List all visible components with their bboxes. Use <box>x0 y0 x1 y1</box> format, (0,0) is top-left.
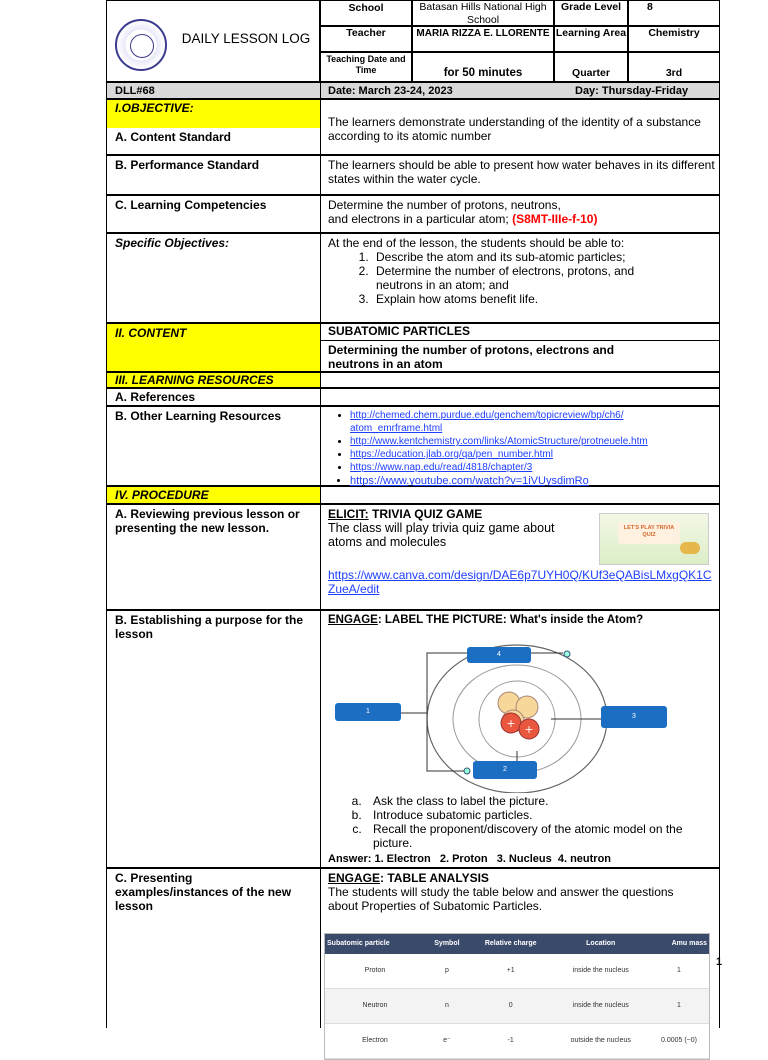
resource-link-text[interactable]: https://www.nap.edu/read/4818/chapter/3 <box>350 462 533 473</box>
header-grid <box>106 0 720 82</box>
table-cell: e⁻ <box>425 1024 469 1059</box>
label-box-1[interactable]: 1 <box>335 703 401 721</box>
table-cell: p <box>425 954 469 989</box>
specific-item: 1. Describe the atom and its sub-atomic particles; <box>372 250 719 264</box>
content-standard-text: The learners demonstrate understanding of the identity of a substance according to its atomic number <box>328 115 701 143</box>
lesson-date: Date: March 23-24, 2023 <box>328 85 453 97</box>
gamepad-icon <box>680 542 700 554</box>
subatomic-table-image <box>324 933 710 1060</box>
table-cell: Neutron <box>325 989 425 1024</box>
procedure-c-title-key: ENGAGE <box>328 871 381 885</box>
table-cell: Electron <box>325 1024 425 1059</box>
area-value: Chemistry <box>628 26 720 52</box>
specific-label: Specific Objectives: <box>107 234 321 322</box>
area-label: Learning Area <box>554 26 628 52</box>
canva-link[interactable]: https://www.canva.com/design/DAE6p7UYH0Q/KUf3eQABisLMxgQK1CZueA/edit <box>328 568 712 596</box>
procedure-a-text: The class will play trivia quiz game about atoms and molecules <box>328 521 555 549</box>
trivia-quiz-image <box>599 513 709 565</box>
performance-label: B. Performance Standard <box>107 156 321 194</box>
performance-row <box>106 155 720 195</box>
date-time-value: for 50 minutes <box>412 52 554 82</box>
electron-dot <box>564 651 570 657</box>
content-subtitle: Determining the number of protons, electrons and neutrons in an atom <box>328 343 615 371</box>
teacher-label: Teacher <box>320 26 412 52</box>
procedure-c-cell <box>321 869 719 1044</box>
procedure-a-title-key: ELICIT: <box>328 507 369 521</box>
procedure-b-answer: Answer: 1. Electron 2. Proton 3. Nucleus 4. neutron <box>328 853 612 865</box>
links-cell <box>321 407 719 485</box>
task-item: a. Ask the class to label the picture. <box>365 794 725 808</box>
performance-text: The learners should be able to present how water behaves in its different states within the water cycle. <box>328 158 715 186</box>
electron-dot <box>464 768 470 774</box>
label-box-4[interactable]: 4 <box>467 647 531 663</box>
table-cell: +1 <box>469 954 553 989</box>
objective-left <box>107 100 321 154</box>
resource-link[interactable] <box>350 448 719 461</box>
procedure-b-title <box>328 613 719 627</box>
competencies-code: (S8MT-IIIe-f-10) <box>512 212 598 226</box>
resource-link[interactable] <box>350 435 719 448</box>
resource-link[interactable] <box>350 409 670 435</box>
table-cell: inside the nucleus <box>553 954 649 989</box>
objective-heading: I.OBJECTIVE: <box>107 100 320 128</box>
links-list <box>328 409 719 488</box>
resource-link-text[interactable]: https://education.jlab.org/qa/pen_number.html <box>350 449 553 460</box>
deped-seal-icon <box>115 19 167 71</box>
label-box-3[interactable]: 3 <box>601 706 667 728</box>
subatomic-table <box>325 934 709 1059</box>
table-cell: outside the nucleus <box>553 1024 649 1059</box>
table-header-row <box>325 934 709 954</box>
meta-row <box>106 82 720 99</box>
other-resources-label: B. Other Learning Resources <box>107 407 321 485</box>
procedure-c-text: The students will study the table below and answer the questions about Properties of Subatomic Particles. <box>328 885 674 913</box>
table-cell: 0.0005 (~0) <box>649 1024 709 1059</box>
procedure-a-cell <box>321 505 719 609</box>
specific-intro: At the end of the lesson, the students should be able to: <box>328 236 625 250</box>
references-label: A. References <box>107 389 321 405</box>
table-cell: inside the nucleus <box>553 989 649 1024</box>
plus-sign: + <box>506 717 516 730</box>
content-standard-label: A. Content Standard <box>115 130 231 144</box>
procedure-a-label: A. Reviewing previous lesson or presenting the new lesson. <box>107 505 321 609</box>
references-row <box>106 388 720 406</box>
table-row <box>325 1024 709 1059</box>
content-row <box>106 323 720 372</box>
procedure-b-row <box>106 610 720 868</box>
table-header: Subatomic particle <box>325 934 425 954</box>
specific-item: 2. Determine the number of electrons, protons, and neutrons in an atom; and <box>372 264 666 292</box>
table-cell: 0 <box>469 989 553 1024</box>
competencies-line-2 <box>328 212 719 226</box>
other-resources-row <box>106 406 720 486</box>
content-title: SUBATOMIC PARTICLES <box>321 324 719 341</box>
table-header: Symbol <box>425 934 469 954</box>
resource-link[interactable] <box>350 461 719 474</box>
procedure-c-title <box>328 871 719 885</box>
procedure-b-title-key: ENGAGE <box>328 614 378 626</box>
table-cell: 1 <box>649 954 709 989</box>
content-heading: II. CONTENT <box>107 324 321 371</box>
grade-value: 8 <box>628 0 720 26</box>
resources-heading-row <box>106 372 720 388</box>
procedure-a-row <box>106 504 720 610</box>
competencies-line-2-text: and electrons in a particular atom; <box>328 212 509 226</box>
table-row <box>325 989 709 1024</box>
table-header: Relative charge <box>469 934 553 954</box>
logo-cell <box>106 0 320 82</box>
resource-link-text[interactable]: https://www.youtube.com/watch?v=1iVUysdimRo <box>350 475 589 487</box>
objective-row <box>106 99 720 155</box>
procedure-heading-row <box>106 486 720 504</box>
specific-objectives-row <box>106 233 720 323</box>
resources-heading: III. LEARNING RESOURCES <box>107 373 321 387</box>
school-value: Batasan Hills National High School <box>412 0 554 26</box>
procedure-b-title-rest: : LABEL THE PICTURE: What's inside the Atom? <box>377 614 644 626</box>
meta-right <box>321 83 719 98</box>
procedure-b-cell <box>321 611 719 867</box>
task-item: c. Recall the proponent/discovery of the atomic model on the picture. <box>365 822 725 850</box>
table-header: Location <box>553 934 649 954</box>
quarter-label: Quarter <box>554 52 628 82</box>
school-label: School <box>320 0 412 26</box>
competencies-line-1: Determine the number of protons, neutrons, <box>328 198 561 212</box>
task-item: b. Introduce subatomic particles. <box>365 808 725 822</box>
procedure-heading: IV. PROCEDURE <box>107 487 321 503</box>
table-cell: Proton <box>325 954 425 989</box>
procedure-a-title-rest: TRIVIA QUIZ GAME <box>368 507 483 521</box>
procedure-c-row <box>106 868 723 1044</box>
document-title: DAILY LESSON LOG <box>181 31 311 46</box>
leader-line-2 <box>427 713 467 771</box>
date-time-label: Teaching Date and Time <box>320 52 412 82</box>
quarter-value: 3rd <box>628 52 720 82</box>
competencies-row <box>106 195 720 233</box>
specific-item: 3. Explain how atoms benefit life. <box>372 292 719 306</box>
table-header: Amu mass <box>649 934 709 954</box>
content-cell <box>321 324 719 371</box>
procedure-c-label: C. Presenting examples/instances of the new lesson <box>107 869 321 1028</box>
table-row <box>325 954 709 989</box>
plus-sign: + <box>524 723 534 736</box>
table-cell: n <box>425 989 469 1024</box>
table-cell: -1 <box>469 1024 553 1059</box>
procedure-b-label: B. Establishing a purpose for the lesson <box>107 611 321 867</box>
specific-cell <box>321 234 719 322</box>
resource-link-text[interactable]: http://www.kentchemistry.com/links/AtomicStructure/protneuele.htm <box>350 436 648 447</box>
grade-label: Grade Level <box>554 0 628 26</box>
page-number: 1 <box>716 956 723 968</box>
specific-list <box>328 250 719 306</box>
competencies-label: C. Learning Competencies <box>107 196 321 232</box>
teacher-value: MARIA RIZZA E. LLORENTE <box>412 26 554 52</box>
resource-link-text[interactable]: http://chemed.chem.purdue.edu/genchem/topicreview/bp/ch6/ atom_emrframe.html <box>350 410 624 434</box>
table-cell: 1 <box>649 989 709 1024</box>
lesson-day: Day: Thursday-Friday <box>575 85 689 97</box>
procedure-b-tasks <box>351 794 725 850</box>
competencies-cell <box>321 196 719 232</box>
label-box-2[interactable]: 2 <box>473 761 537 779</box>
trivia-quiz-banner: LET'S PLAY TRIVIA QUIZ <box>618 522 680 544</box>
dll-number: DLL#68 <box>107 83 321 98</box>
procedure-c-title-rest: : TABLE ANALYSIS <box>380 871 489 885</box>
